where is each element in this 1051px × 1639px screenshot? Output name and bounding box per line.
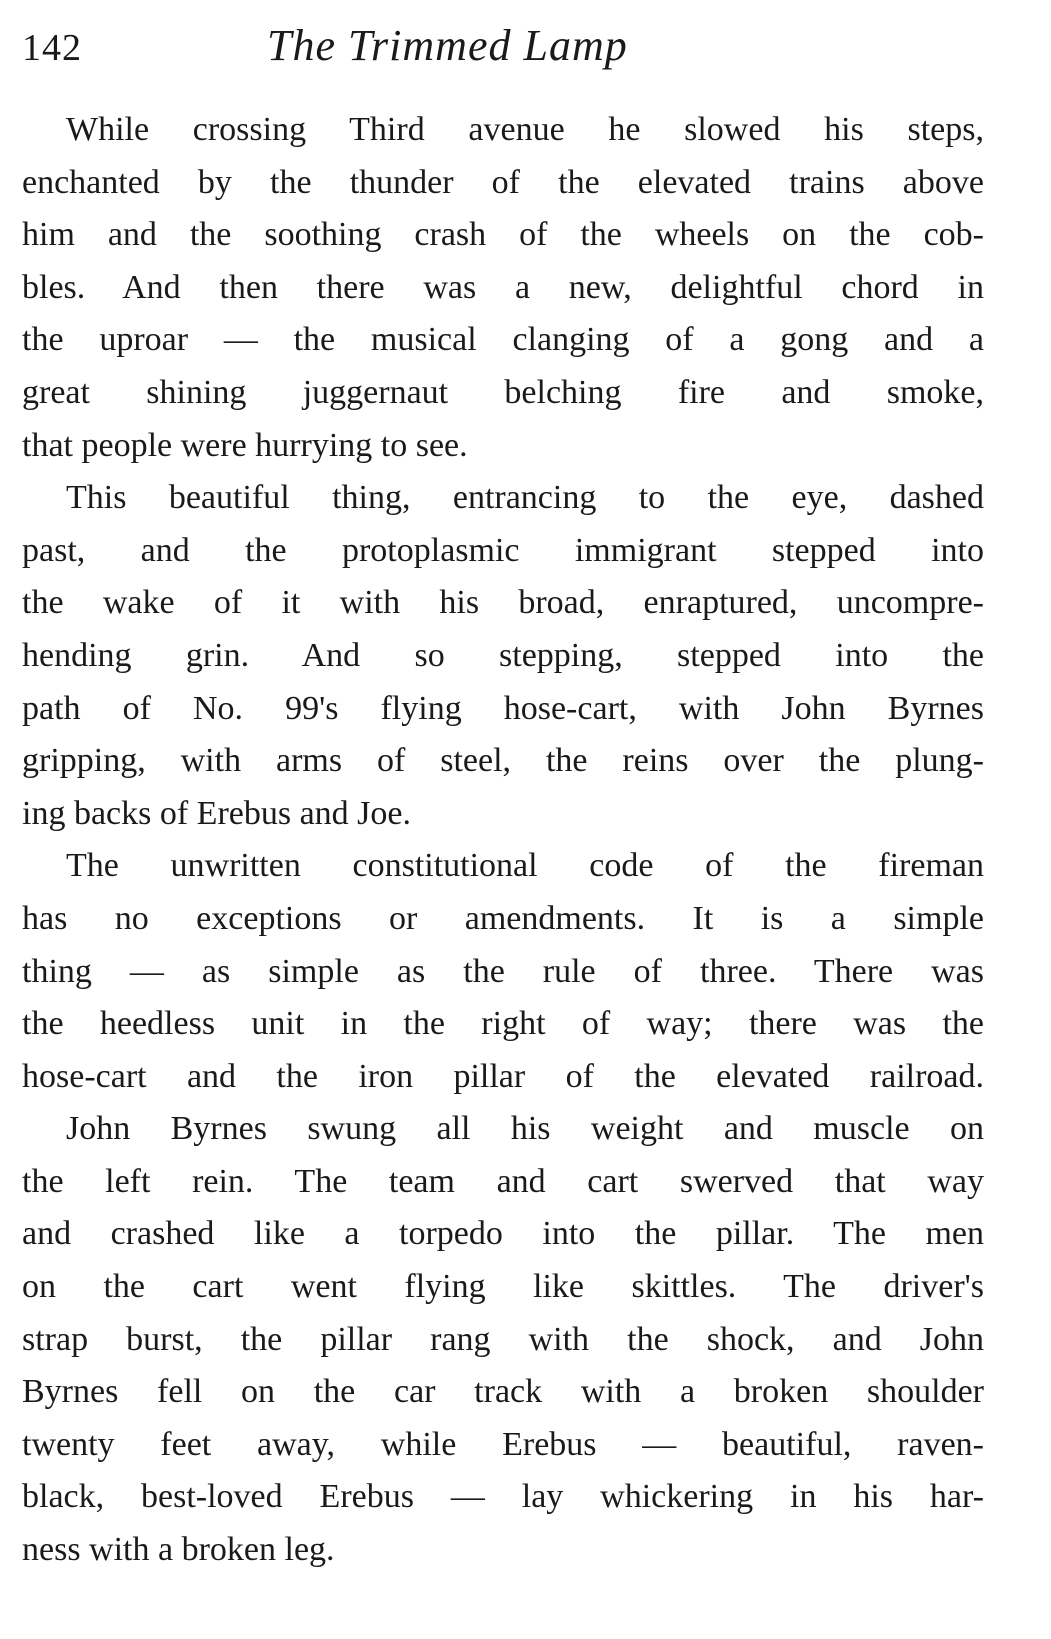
text-line: past, and the protoplasmic immigrant stepped into bbox=[22, 531, 984, 569]
text-line: the uproar — the musical clanging of a gong and a bbox=[22, 321, 984, 359]
text-line: gripping, with arms of steel, the reins over the plung- bbox=[22, 742, 984, 780]
page-header bbox=[22, 14, 984, 78]
text-line: path of No. 99's flying hose-cart, with John Byrnes bbox=[22, 689, 984, 727]
text-line: Byrnes fell on the car track with a broken shoulder bbox=[22, 1373, 984, 1411]
text-line: twenty feet away, while Erebus — beautiful, raven- bbox=[22, 1425, 984, 1463]
text-line: the left rein. The team and cart swerved that way bbox=[22, 1162, 984, 1200]
text-line: thing — as simple as the rule of three. There was bbox=[22, 952, 984, 990]
paragraph-1 bbox=[22, 104, 984, 472]
text-line: black, best-loved Erebus — lay whickering in his har- bbox=[22, 1478, 984, 1516]
text-line: great shining juggernaut belching fire and smoke, bbox=[22, 373, 984, 411]
text-line: strap burst, the pillar rang with the shock, and John bbox=[22, 1320, 984, 1358]
page-number: 142 bbox=[22, 27, 82, 69]
paragraph-2 bbox=[22, 472, 984, 840]
text-line: has no exceptions or amendments. It is a simple bbox=[22, 899, 984, 937]
text-line: hending grin. And so stepping, stepped into the bbox=[22, 636, 984, 674]
text-line: This beautiful thing, entrancing to the eye, dashed bbox=[66, 479, 984, 517]
text-line: him and the soothing crash of the wheels on the cob- bbox=[22, 216, 984, 254]
text-line: on the cart went flying like skittles. The driver's bbox=[22, 1268, 984, 1306]
text-line: that people were hurrying to see. bbox=[22, 426, 468, 464]
text-line: the heedless unit in the right of way; there was the bbox=[22, 1005, 984, 1043]
text-line: and crashed like a torpedo into the pillar. The men bbox=[22, 1215, 984, 1253]
text-line: hose-cart and the iron pillar of the elevated railroad. bbox=[22, 1057, 984, 1095]
text-line: The unwritten constitutional code of the fireman bbox=[66, 847, 984, 885]
text-line: John Byrnes swung all his weight and muscle on bbox=[66, 1110, 984, 1148]
running-title: The Trimmed Lamp bbox=[267, 21, 628, 70]
text-line: ing backs of Erebus and Joe. bbox=[22, 794, 412, 832]
paragraph-4 bbox=[22, 1103, 984, 1576]
text-line: bles. And then there was a new, delightful chord in bbox=[22, 268, 984, 306]
text-line: enchanted by the thunder of the elevated trains above bbox=[22, 163, 984, 201]
text-line: While crossing Third avenue he slowed his steps, bbox=[66, 111, 984, 148]
text-line: ness with a broken leg. bbox=[22, 1531, 335, 1569]
book-page bbox=[22, 14, 984, 1577]
paragraph-3 bbox=[22, 840, 984, 1103]
text-line: the wake of it with his broad, enraptured, uncompre- bbox=[22, 584, 984, 622]
